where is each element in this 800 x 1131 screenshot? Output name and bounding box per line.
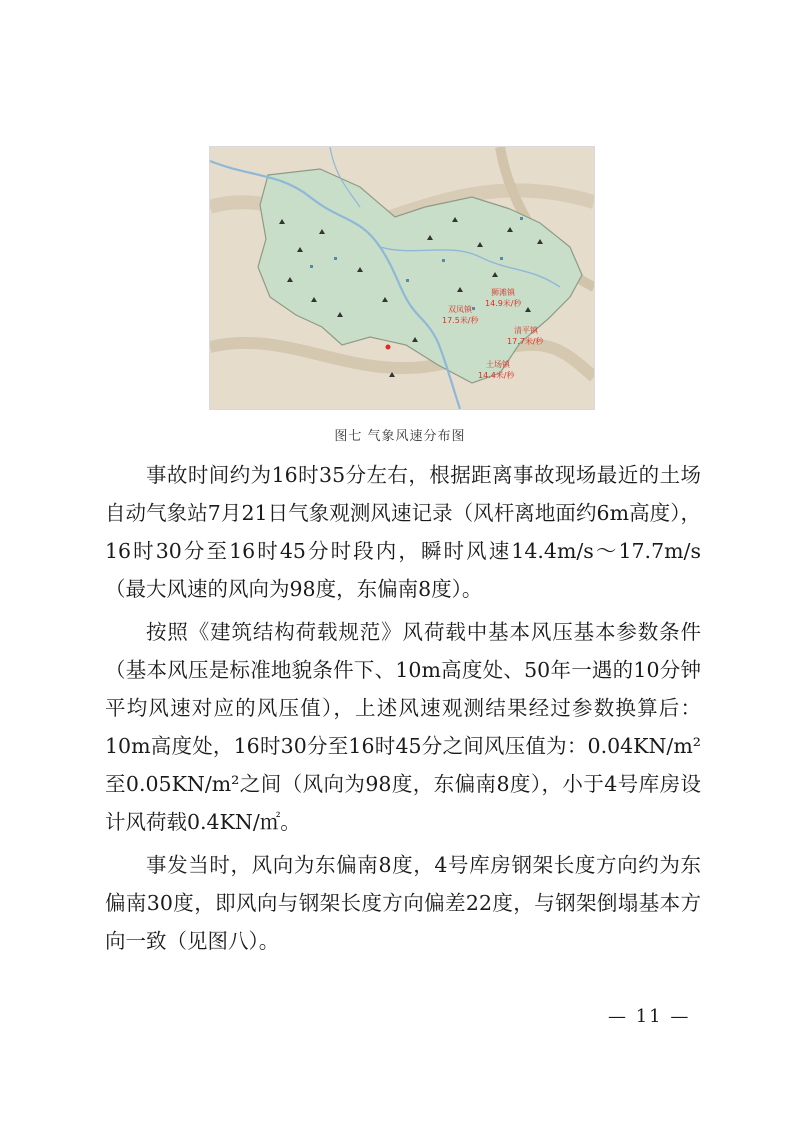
paragraph: 事发当时，风向为东偏南8度，4号库房钢架长度方向约为东偏南30度，即风向与钢架长度方向偏差22度，与钢架倒塌基本方向一致（见图八）。: [105, 853, 701, 953]
map-label-speed: 14.4米/秒: [478, 371, 515, 380]
document-body: [105, 456, 701, 965]
map-label-speed: 17.7米/秒: [507, 337, 544, 346]
map-label-town: 狮滩镇: [491, 288, 515, 297]
map-label-town: 清平镇: [514, 326, 538, 335]
figure-caption: 图七 气象风速分布图: [334, 429, 466, 444]
map-label-speed: 17.5米/秒: [442, 316, 479, 325]
town-icon: [310, 265, 313, 268]
map-label-town: 双凤镇: [448, 305, 472, 314]
town-icon: [334, 257, 337, 260]
town-icon: [472, 307, 475, 310]
town-icon: [520, 217, 523, 220]
town-icon: [406, 279, 409, 282]
paragraph: 按照《建筑结构荷载规范》风荷载中基本风压基本参数条件（基本风压是标准地貌条件下、10m高度处、50年一遇的10分钟平均风速对应的风压值），上述风速观测结果经过参数换算后：10m高度处，16时30分至16时45分之间风压值为：0.04KN/m²至0.05KN/m²之间（风向为98度，东偏南8度），小于4号库房设计风荷载0.4KN/㎡。: [105, 620, 701, 834]
map-label-town: 土场镇: [486, 360, 510, 369]
town-icon: [500, 257, 503, 260]
weather-map-figure: [209, 146, 595, 410]
wind-speed-map: [210, 147, 594, 409]
paragraph: 事故时间约为16时35分左右，根据距离事故现场最近的土场自动气象站7月21日气象观测风速记录（风杆离地面约6m高度），16时30分至16时45分时段内，瞬时风速14.4m/s～17.7m/s（最大风速的风向为98度，东偏南8度）。: [105, 463, 701, 601]
map-label-speed: 14.9米/秒: [485, 299, 522, 308]
accident-site-marker: [386, 345, 391, 350]
town-icon: [442, 259, 445, 262]
page-number: — 11 —: [608, 1006, 691, 1027]
